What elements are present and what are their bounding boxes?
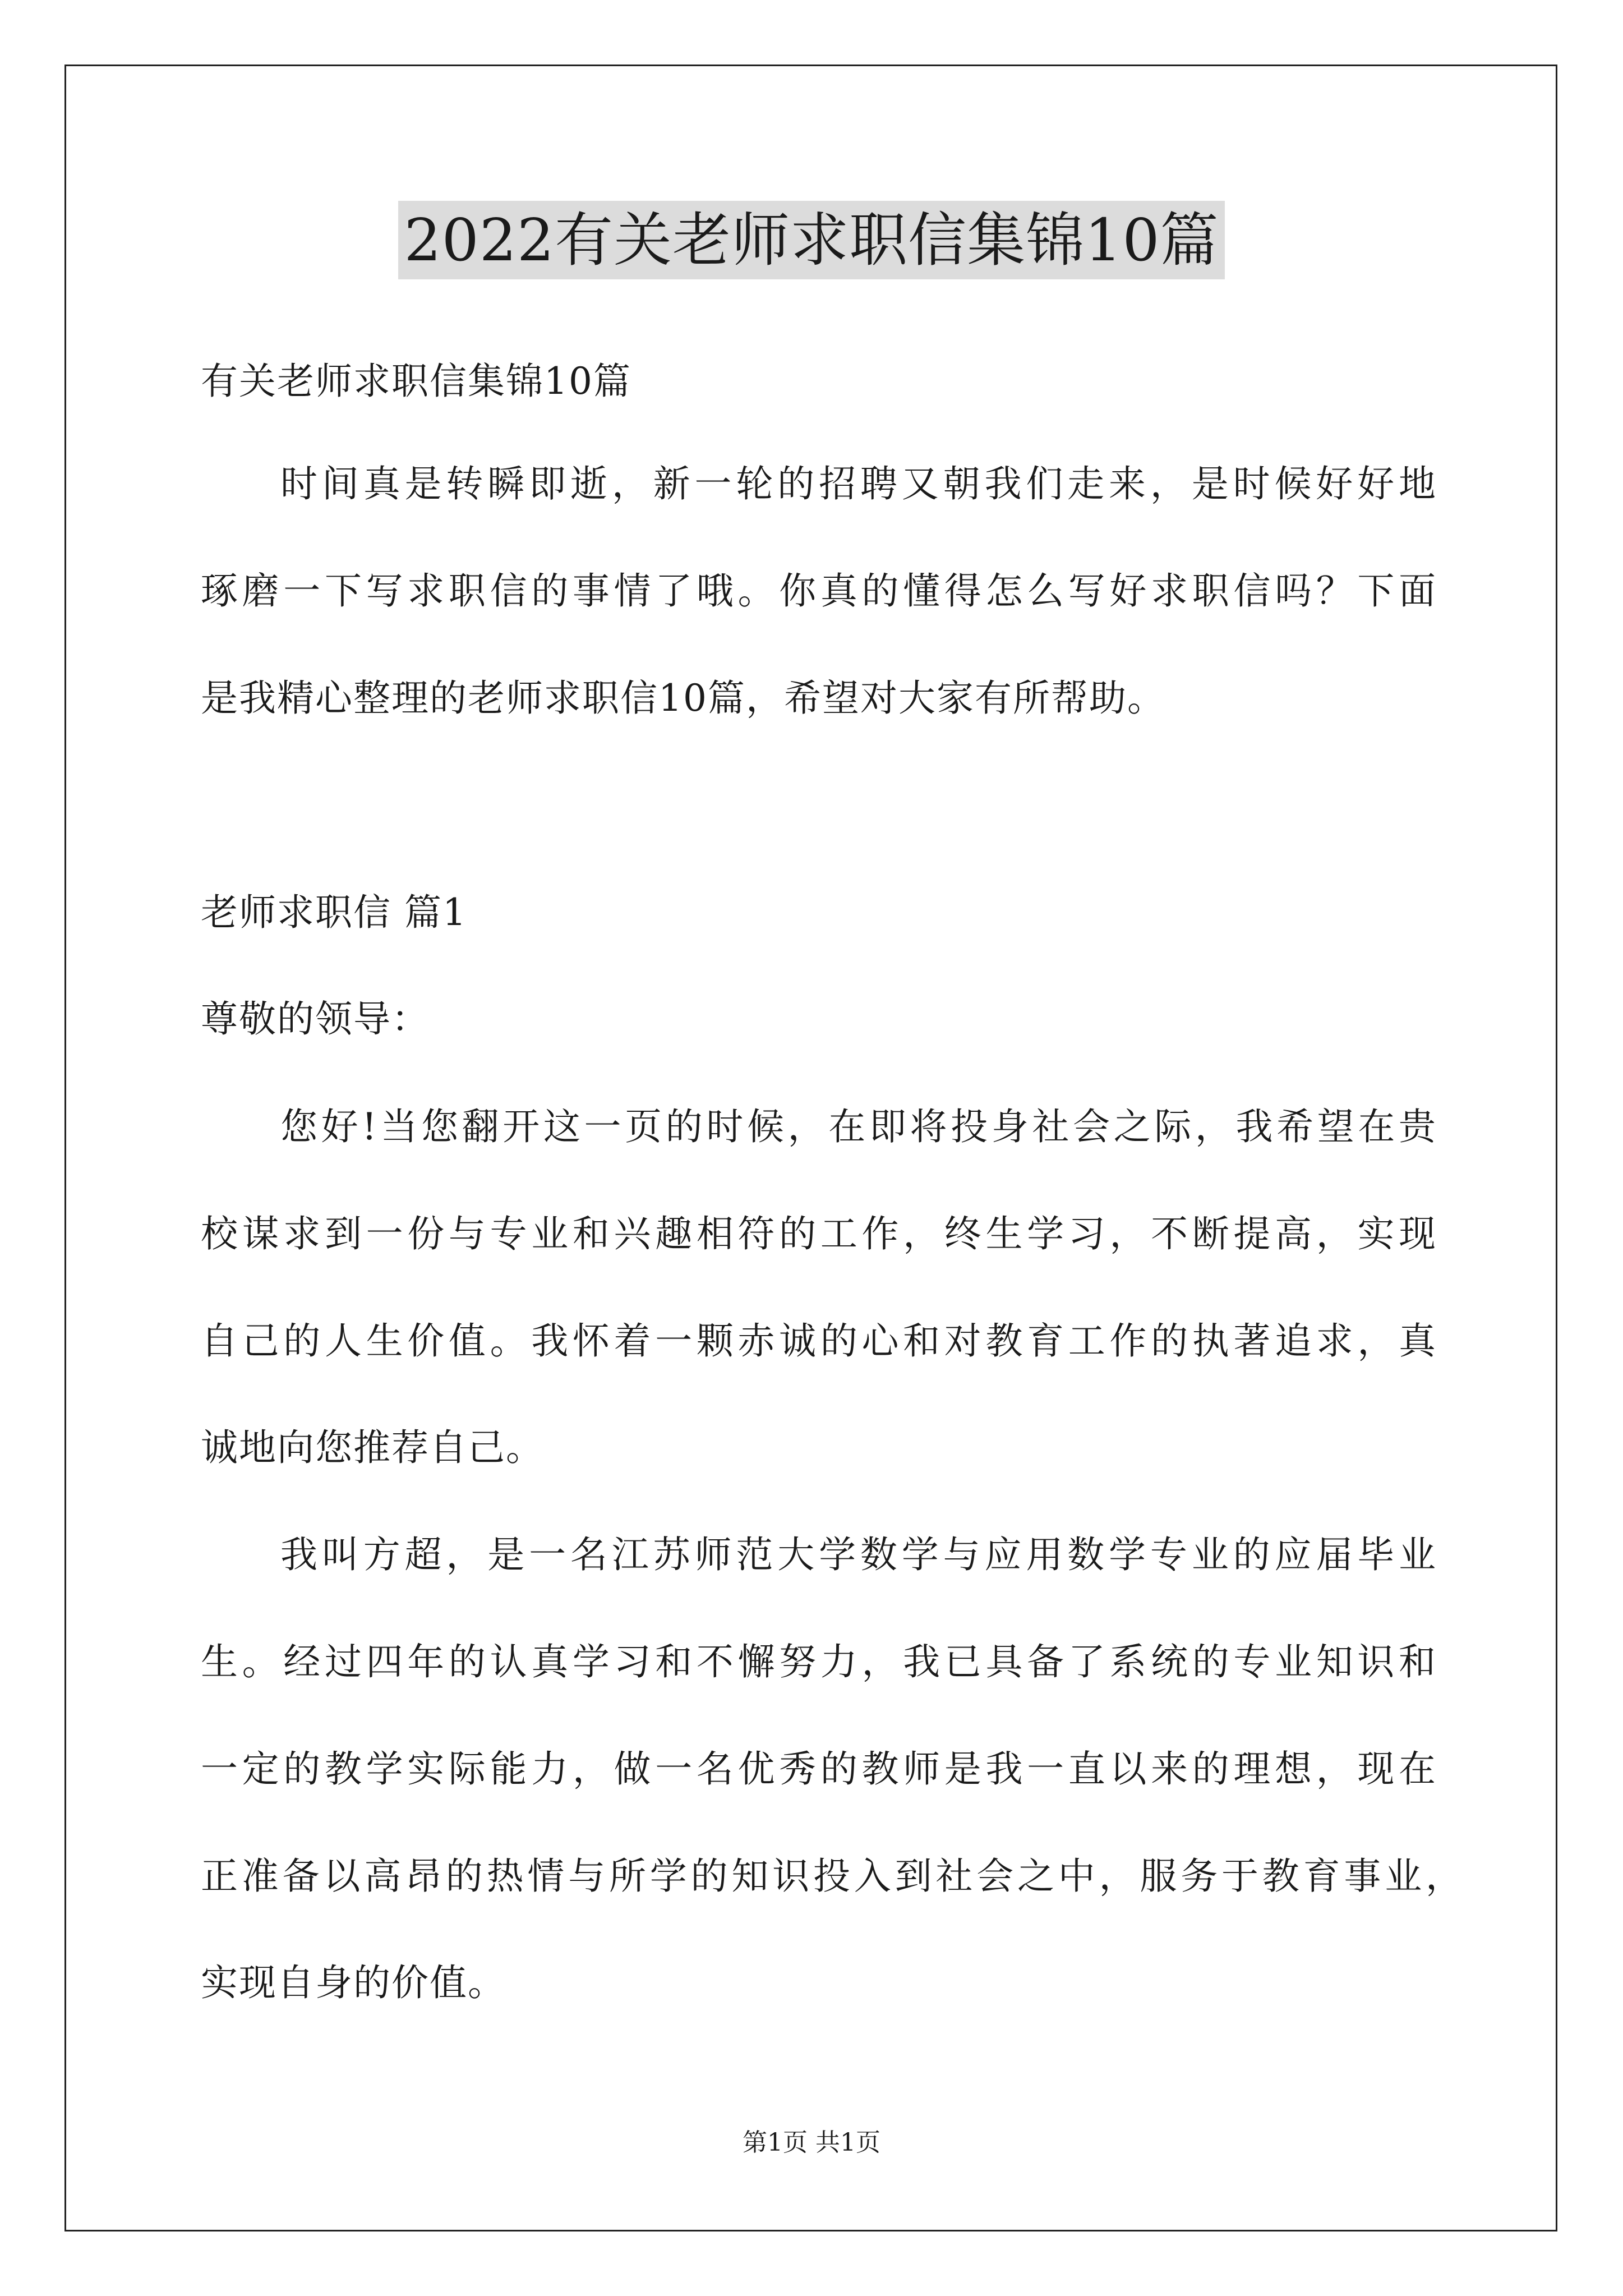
- paragraph-line: 校谋求到一份与专业和兴趣相符的工作，终生学习，不断提高，实现: [201, 1212, 1436, 1255]
- page-footer: 第1页 共1页: [743, 2128, 880, 2157]
- title-container: [0, 201, 1623, 279]
- paragraph-line: 我叫方超，是一名江苏师范大学数学与应用数学专业的应届毕业: [280, 1533, 1436, 1576]
- document-subtitle: 有关老师求职信集锦10篇: [201, 360, 631, 403]
- intro-line: 是我精心整理的老师求职信10篇，希望对大家有所帮助。: [201, 677, 1165, 720]
- intro-line: 时间真是转瞬即逝，新一轮的招聘又朝我们走来，是时候好好地: [280, 462, 1436, 505]
- paragraph-line: 您好!当您翻开这一页的时候，在即将投身社会之际，我希望在贵: [280, 1105, 1436, 1148]
- intro-line: 琢磨一下写求职信的事情了哦。你真的懂得怎么写好求职信吗？下面: [201, 569, 1436, 613]
- paragraph-line: 实现自身的价值。: [201, 1961, 506, 2004]
- paragraph-line: 生。经过四年的认真学习和不懈努力，我已具备了系统的专业知识和: [201, 1640, 1436, 1683]
- section-heading: 老师求职信 篇1: [201, 891, 467, 934]
- salutation: 尊敬的领导：: [201, 997, 430, 1041]
- paragraph-line: 正准备以高昂的热情与所学的知识投入到社会之中，服务于教育事业，: [201, 1855, 1463, 1898]
- document-title: 2022有关老师求职信集锦10篇: [398, 201, 1224, 279]
- paragraph-line: 一定的教学实际能力，做一名优秀的教师是我一直以来的理想，现在: [201, 1747, 1436, 1791]
- paragraph-line: 诚地向您推荐自己。: [201, 1426, 544, 1469]
- paragraph-line: 自己的人生价值。我怀着一颗赤诚的心和对教育工作的执著追求，真: [201, 1319, 1436, 1363]
